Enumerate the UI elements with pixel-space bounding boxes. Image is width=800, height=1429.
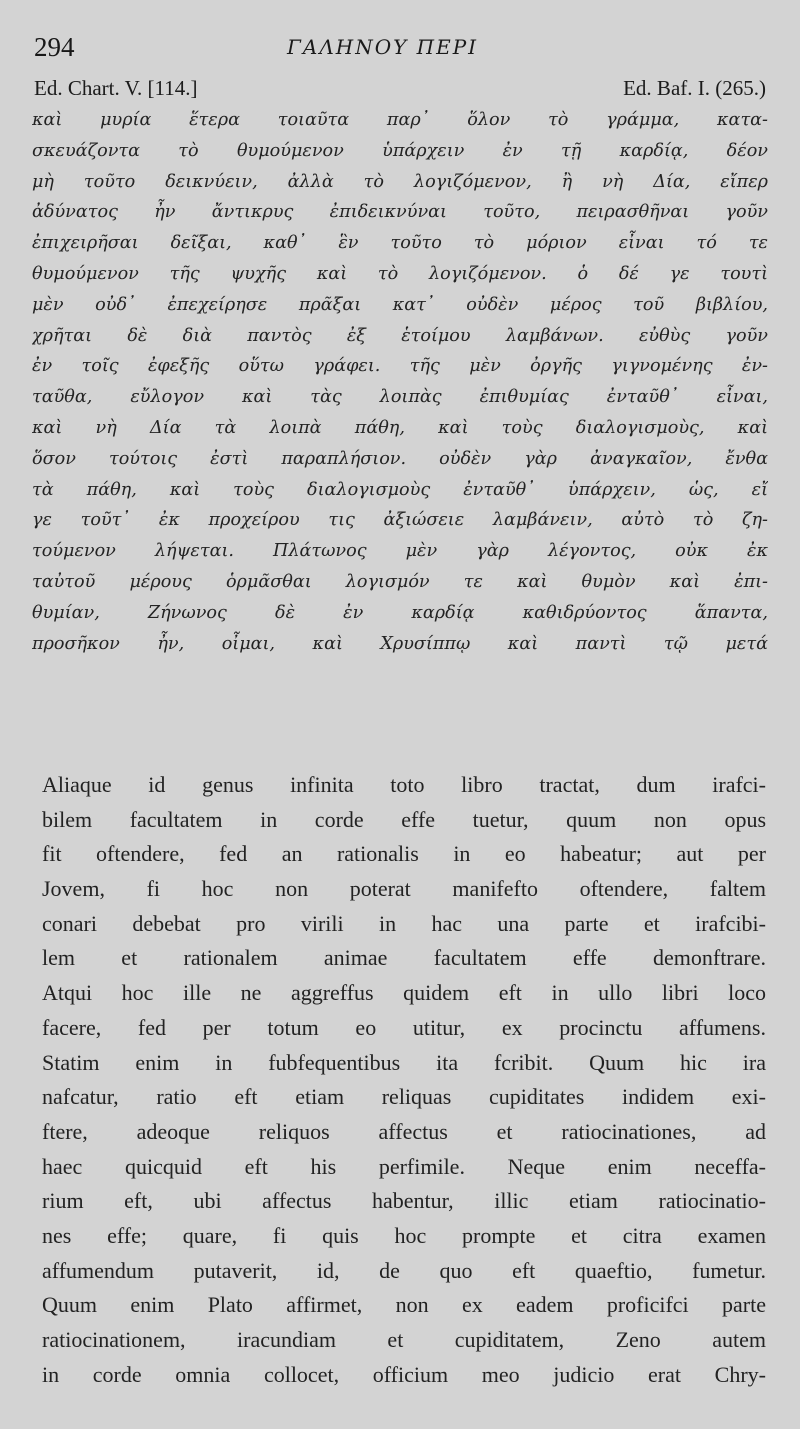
latin-line: Aliaque id genus infinita toto libro tractat, dum irafci- [42, 772, 766, 797]
page-header [34, 30, 766, 64]
latin-line: Jovem, fi hoc non poterat manifefto oftendere, faltem [42, 876, 766, 902]
greek-line: γε τοῦτ᾽ ἐκ προχείρου τις ἀξιώσειε λαμβάνειν, αὐτὸ τὸ ζη- [32, 510, 768, 531]
greek-line: θυμίαν, Ζήνωνος δὲ ἐν καρδίᾳ καθιδρύοντος ἅπαντα, [32, 602, 768, 623]
greek-line: καὶ μυρία ἕτερα τοιαῦτα παρ᾽ ὅλον τὸ γράμμα, κατα- [32, 110, 768, 130]
latin-line: rium eft, ubi affectus habentur, illic etiam ratiocinatio- [42, 1188, 766, 1214]
latin-text-block [42, 768, 766, 1392]
edition-references [34, 73, 766, 103]
latin-line: Quum enim Plato affirmet, non ex eadem proficifci parte [42, 1292, 766, 1318]
greek-line: ταὐτοῦ μέρους ὁρμᾶσθαι λογισμόν τε καὶ θυμὸν καὶ ἐπι- [32, 571, 768, 592]
greek-line: ὅσον τούτοις ἐστὶ παραπλήσιον. οὐδὲν γὰρ ἀναγκαῖον, ἔνθα [32, 448, 768, 469]
greek-line: προσῆκον ἦν, οἶμαι, καὶ Χρυσίππῳ καὶ παντὶ τῷ μετά [32, 633, 768, 654]
greek-line: καὶ νὴ Δία τὰ λοιπὰ πάθη, καὶ τοὺς διαλογισμοὺς, καὶ [32, 417, 768, 438]
running-title: ΓΑΛΗΝΟΥ ΠΕΡΙ [287, 35, 479, 59]
latin-line: in corde omnia collocet, officium meo judicio erat Chry- [42, 1361, 766, 1387]
latin-line: Statim enim in fubfequentibus ita fcribit. Quum hic ira [42, 1049, 766, 1075]
greek-line: ταῦθα, εὔλογον καὶ τὰς λοιπὰς ἐπιθυμίας ἐνταῦθ᾽ εἶναι, [32, 387, 768, 408]
latin-line: ratiocinationem, iracundiam et cupiditatem, Zeno autem [42, 1327, 766, 1352]
greek-text-block [32, 105, 768, 659]
greek-line: μὲν οὐδ᾽ ἐπεχείρησε πρᾶξαι κατ᾽ οὐδὲν μέρος τοῦ βιβλίου, [32, 294, 768, 315]
latin-line: conari debebat pro virili in hac una parte et irafcibi- [42, 910, 766, 936]
latin-line: lem et rationalem animae facultatem effe demonftrare. [42, 945, 766, 971]
greek-line: μὴ τοῦτο δεικνύειν, ἀλλὰ τὸ λογιζόμενον, ἢ νὴ Δία, εἴπερ [32, 171, 768, 192]
latin-line: fit oftendere, fed an rationalis in eo habeatur; aut per [42, 841, 766, 867]
latin-line: nes effe; quare, fi quis hoc prompte et citra examen [42, 1222, 766, 1248]
greek-line: σκευάζοντα τὸ θυμούμενον ὑπάρχειν ἐν τῇ καρδίᾳ, δέον [32, 140, 768, 161]
latin-line: facere, fed per totum eo utitur, ex procinctu affumens. [42, 1014, 766, 1040]
greek-line: τούμενον λήψεται. Πλάτωνος μὲν γὰρ λέγοντος, οὐκ ἐκ [32, 541, 768, 562]
page-number: 294 [34, 32, 75, 62]
latin-line: bilem facultatem in corde effe tuetur, quum non opus [42, 806, 766, 832]
greek-line: ἀδύνατος ἦν ἄντικρυς ἐπιδεικνύναι τοῦτο, πειρασθῆναι γοῦν [32, 202, 768, 223]
edition-reference-basel: Ed. Baf. I. (265.) [623, 76, 766, 100]
greek-line: ἐν τοῖς ἐφεξῆς οὕτω γράφει. τῆς μὲν ὀργῆς γιγνομένης ἐν- [32, 356, 768, 377]
greek-line: ἐπιχειρῆσαι δεῖξαι, καθ᾽ ἓν τοῦτο τὸ μόριον εἶναι τό τε [32, 233, 768, 254]
edition-reference-chartier: Ed. Chart. V. [114.] [34, 76, 198, 100]
greek-line: τὰ πάθη, καὶ τοὺς διαλογισμοὺς ἐνταῦθ᾽ ὑπάρχειν, ὡς, εἴ [32, 479, 768, 500]
latin-line: Atqui hoc ille ne aggreffus quidem eft in ullo libri loco [42, 980, 766, 1006]
latin-line: affumendum putaverit, id, de quo eft quaeftio, fumetur. [42, 1257, 766, 1283]
greek-line: χρῆται δὲ διὰ παντὸς ἐξ ἑτοίμου λαμβάνων. εὐθὺς γοῦν [32, 325, 768, 346]
latin-line: haec quicquid eft his perfimile. Neque enim neceffa- [42, 1153, 766, 1179]
latin-line: nafcatur, ratio eft etiam reliquas cupiditates indidem exi- [42, 1084, 766, 1110]
greek-line: θυμούμενον τῆς ψυχῆς καὶ τὸ λογιζόμενον. ὁ δέ γε τουτὶ [32, 263, 768, 284]
latin-line: ftere, adeoque reliquos affectus et ratiocinationes, ad [42, 1118, 766, 1144]
